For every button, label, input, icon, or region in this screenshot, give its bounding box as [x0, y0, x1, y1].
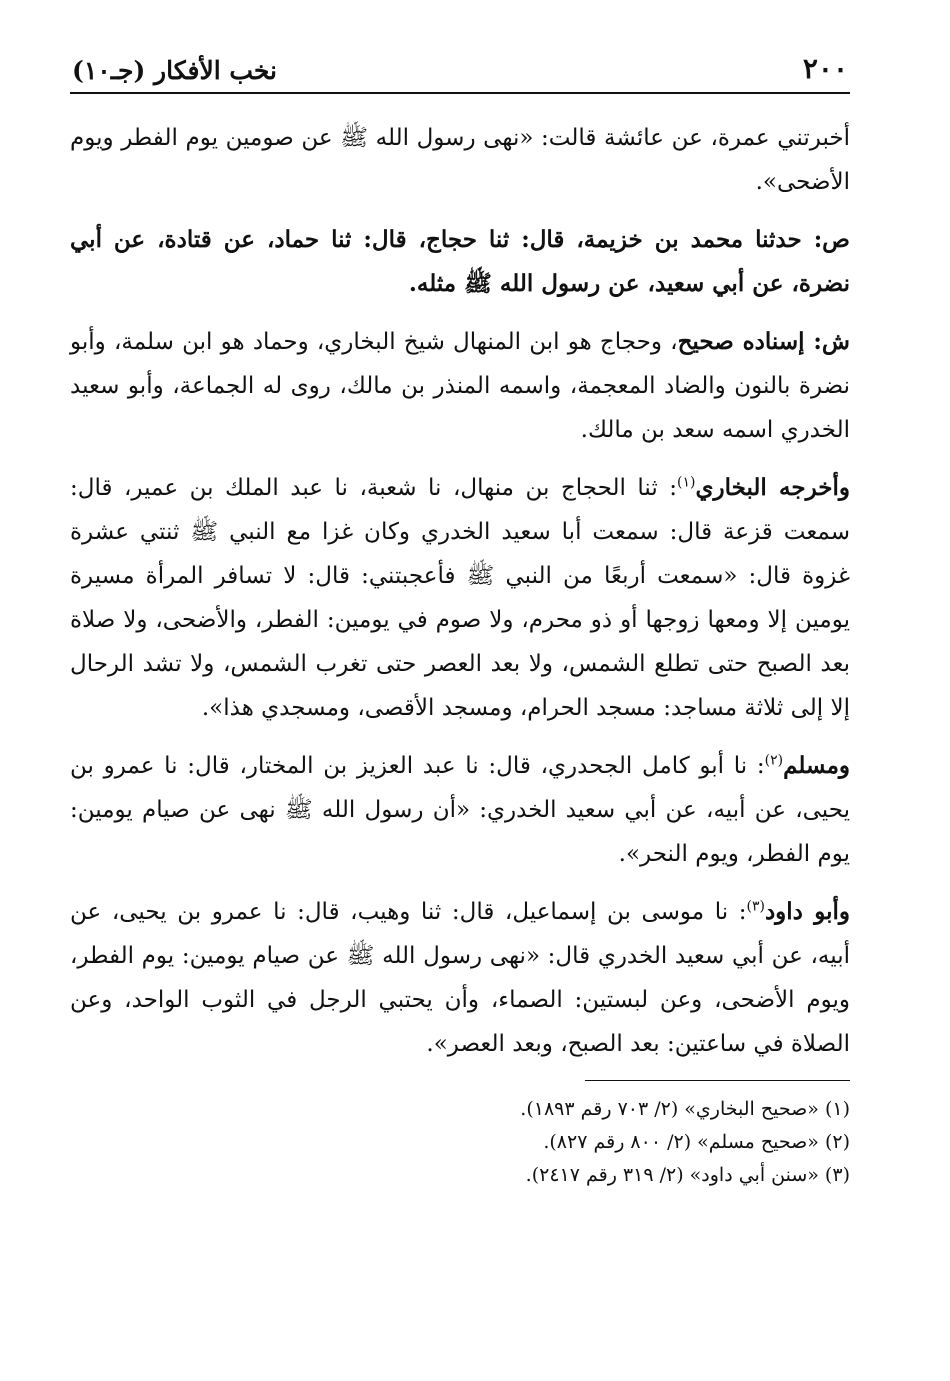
paragraph-3 — [70, 320, 850, 452]
paragraph-text: ، وحجاج هو ابن المنهال شيخ البخاري، وحماد هو ابن سلمة، وأبو نضرة بالنون والضاد المعجمة، واسمه المنذر بن مالك، روى له الجماعة، وأبو سعيد الخدري اسمه سعد بن مالك. — [70, 329, 850, 443]
footnotes — [70, 1093, 850, 1192]
footnote-ref-1[interactable]: (١) — [677, 474, 696, 491]
paragraph-label: ومسلم — [783, 752, 850, 779]
paragraph-text: : نا موسى بن إسماعيل، قال: ثنا وهيب، قال: نا عمرو بن يحيى، عن أبيه، عن أبي سعيد الخدري قال: «نهى رسول الله ﷺ عن صيام يومين: يوم الفطر، ويوم الأضحى، وعن لبستين: الصماء، وأن يحتبي الرجل في الثوب الواحد، وعن الصلاة في ساعتين: بعد الصبح، وبعد العصر». — [70, 899, 850, 1057]
footnote-1: (١) «صحيح البخاري» (٢/ ٧٠٣ رقم ١٨٩٣). — [520, 1098, 850, 1120]
page-header — [70, 48, 850, 94]
paragraph-text: : نا أبو كامل الجحدري، قال: نا عبد العزيز بن المختار، قال: نا عمرو بن يحيى، عن أبيه، عن أبي سعيد الخدري: «أن رسول الله ﷺ نهى عن صيام يومين: يوم الفطر، ويوم النحر». — [70, 753, 850, 867]
paragraph-text: : ثنا الحجاج بن منهال، نا شعبة، نا عبد الملك بن عمير، قال: سمعت قزعة قال: سمعت أبا سعيد الخدري وكان غزا مع النبي ﷺ ثنتي عشرة غزوة قال: «سمعت أربعًا من النبي ﷺ فأعجبتني: قال: لا تسافر المرأة مسيرة يومين إلا ومعها زوجها أو ذو محرم، ولا صوم في يومين: الفطر، والأضحى، ولا صلاة بعد الصبح حتى تطلع الشمس، ولا بعد العصر حتى تغرب الشمس، ولا تشد الرحال إلا إلى ثلاثة مساجد: مسجد الحرام، ومسجد الأقصى، ومسجدي هذا». — [70, 475, 850, 721]
paragraph-1 — [70, 116, 850, 204]
paragraph-label: ش: إسناده صحيح — [677, 328, 850, 355]
paragraph-2 — [70, 218, 850, 306]
page-number: ٢٠٠ — [802, 52, 848, 85]
footnote-ref-3[interactable]: (٣) — [746, 898, 765, 915]
footnote-2: (٢) «صحيح مسلم» (٢/ ٨٠٠ رقم ٨٢٧). — [543, 1131, 850, 1153]
paragraph-text: أخبرتني عمرة، عن عائشة قالت: «نهى رسول الله ﷺ عن صومين يوم الفطر ويوم الأضحى». — [70, 125, 850, 195]
paragraph-4 — [70, 466, 850, 730]
footnote-ref-2[interactable]: (٢) — [764, 752, 784, 769]
paragraph-label: وأبو داود — [764, 898, 850, 925]
footnote-3: (٣) «سنن أبي داود» (٢/ ٣١٩ رقم ٢٤١٧). — [525, 1164, 850, 1186]
running-title: نخب الأفكار (جـ١٠) — [72, 56, 278, 85]
paragraph-6 — [70, 890, 850, 1066]
paragraph-label: وأخرجه البخاري — [695, 474, 850, 501]
paragraph-5 — [70, 744, 850, 876]
book-page — [70, 48, 850, 1358]
page-body — [70, 116, 850, 1192]
footnote-divider — [585, 1080, 850, 1081]
paragraph-label: ص: حدثنا محمد بن خزيمة، قال: ثنا حجاج، قال: ثنا حماد، عن قتادة، عن أبي نضرة، عن أبي سعيد، عن رسول الله ﷺ مثله. — [70, 226, 850, 297]
